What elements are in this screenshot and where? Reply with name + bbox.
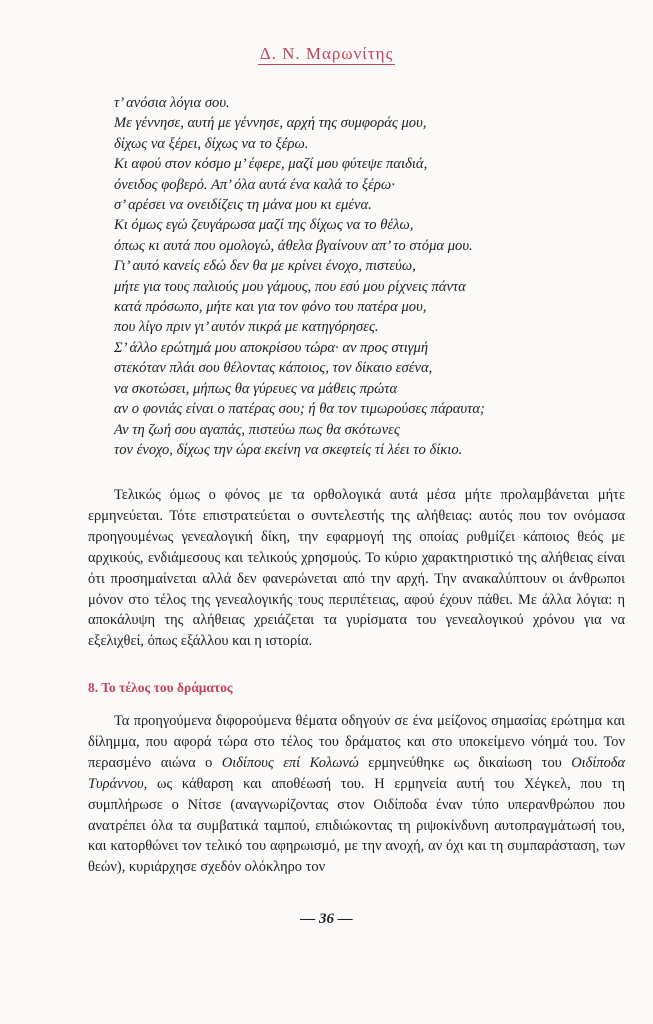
verse-line: όπως κι αυτά που ομολογώ, άθελα βγαίνουν απ’ το στόμα μου. [114,237,473,254]
verse-line: Με γέννησε, αυτή με γέννησε, αρχή της συμφοράς μου, [114,115,427,132]
verse-line: μήτε για τους παλιούς μου γάμους, που εσύ μου ρίχνεις πάντα [114,278,466,295]
paragraph-text [88,711,625,878]
verse-line: να σκοτώσει, μήπως θα γύρευες να μάθεις πρώτα [114,380,398,397]
body-paragraph-1 [88,485,625,652]
body-paragraph-2 [88,711,625,878]
paragraph-text-segment: , ως κάθαρση και αποθέωσή του. Η ερμηνεία αυτή του Χέγκελ, που τη συμπλήρωσε ο Νίτσε (αναγνωρίζοντας στον Οιδίποδα έναν τύπο υπερανθρώπου που ανατρέπει όλα τα συμβατικά ταμπού, επιδιώκοντας τη ριψοκίνδυνη αυτοπραγμάτωσή του, και κατορθώνει τον τελικό του αφηρωισμό, με την ανοχή, αν όχι και τη συμπαράσταση, των θεών), κυριάρχησε σχεδόν ολόκληρο τον [88,775,625,876]
verse-line: όνειδος φοβερό. Απ’ όλα αυτά ένα καλά το ξέρω· [114,176,395,193]
paragraph-text: Τελικώς όμως ο φόνος με τα ορθολογικά αυτά μέσα μήτε προλαμβάνεται μήτε ερμηνεύεται. Τότε επιστρατεύεται ο συντελεστής της αλήθειας: αυτός που τον ονόμασα προηγουμένως γενεαλογική δίκη, την εφαρμογή της οποίας ρυθμίζει κάποιος θεός με αρχικούς, ενδιάμεσους και τελικούς χρησμούς. Το κύριο χαρακτηριστικό της αλήθειας είναι ότι προσημαίνεται αλλά δεν φανερώνεται από την αρχή. Την ανακαλύπτουν οι άνθρωποι μόνον στο τέλος της γενεαλογικής τους περιπέτειας, αφού έχουν πάθει. Με άλλα λόγια: η αποκάλυψη της αλήθειας χρειάζεται τα γυρίσματα του γενεαλογικού χρόνου για να εξελιχθεί, όπως εξάλλου και η ιστορία. [88,487,625,650]
page-number: — 36 — [300,911,353,927]
verse-line: δίχως να ξέρει, δίχως να το ξέρω. [114,135,309,152]
verse-line: κατά πρόσωπο, μήτε και για τον φόνο του πατέρα μου, [114,299,427,316]
verse-line: αν ο φονιάς είναι ο πατέρας σου; ή θα τον τιμωρούσες πάραυτα; [114,401,485,418]
verse-line: στεκόταν πλάι σου θέλοντας κάποιος, τον δίκαιο εσένα, [114,360,433,377]
verse-line: Σ’ άλλο ερώτημά μου αποκρίσου τώρα· αν προς στιγμή [114,339,429,356]
verse-line: τ’ ανόσια λόγια σου. [114,95,230,111]
running-header [0,44,653,64]
paragraph-text-segment: ερμηνεύθηκε ως δικαίωση του [358,754,572,771]
paragraph-text-segment: Τα προηγούμενα διφορούμενα θέματα οδηγούν σε ένα μείζονος σημασίας ερώτημα και δίλημμα, που αφορά τώρα στο τέλος του δράματος και στο υποκείμενο νόημά του. Τον περασμένο αιώνα ο [88,713,625,771]
verse-line: σ’ αρέσει να ονειδίζεις τη μάνα μου κι εμένα. [114,197,372,214]
work-title-oedipus-colonus: Οιδίπους επί Κολωνώ [221,754,359,771]
verse-line: τον ένοχο, δίχως την ώρα εκείνη να σκεφτείς τί λέει το δίκιο. [114,441,463,458]
verse-line: που λίγο πριν γι’ αυτόν πικρά με κατηγόρησες. [114,319,379,336]
verse-block [114,93,614,460]
section-heading: 8. Το τέλος του δράματος [88,680,233,695]
verse-line: Αν τη ζωή σου αγαπάς, πιστεύω πως θα σκότωνες [114,421,400,438]
running-header-text: Δ. Ν. Μαρωνίτης [259,44,394,63]
verse-line: Γι’ αυτό κανείς εδώ δεν θα με κρίνει ένοχο, πιστεύω, [114,258,416,275]
verse-line: Κι όμως εγώ ζευγάρωσα μαζί της δίχως να το θέλω, [114,217,414,234]
verse-line: Κι αφού στον κόσμο μ’ έφερε, μαζί μου φύτεψε παιδιά, [114,156,428,173]
work-title-oedipus-tyrannus: Οιδίποδα Τυράννου [88,754,626,792]
